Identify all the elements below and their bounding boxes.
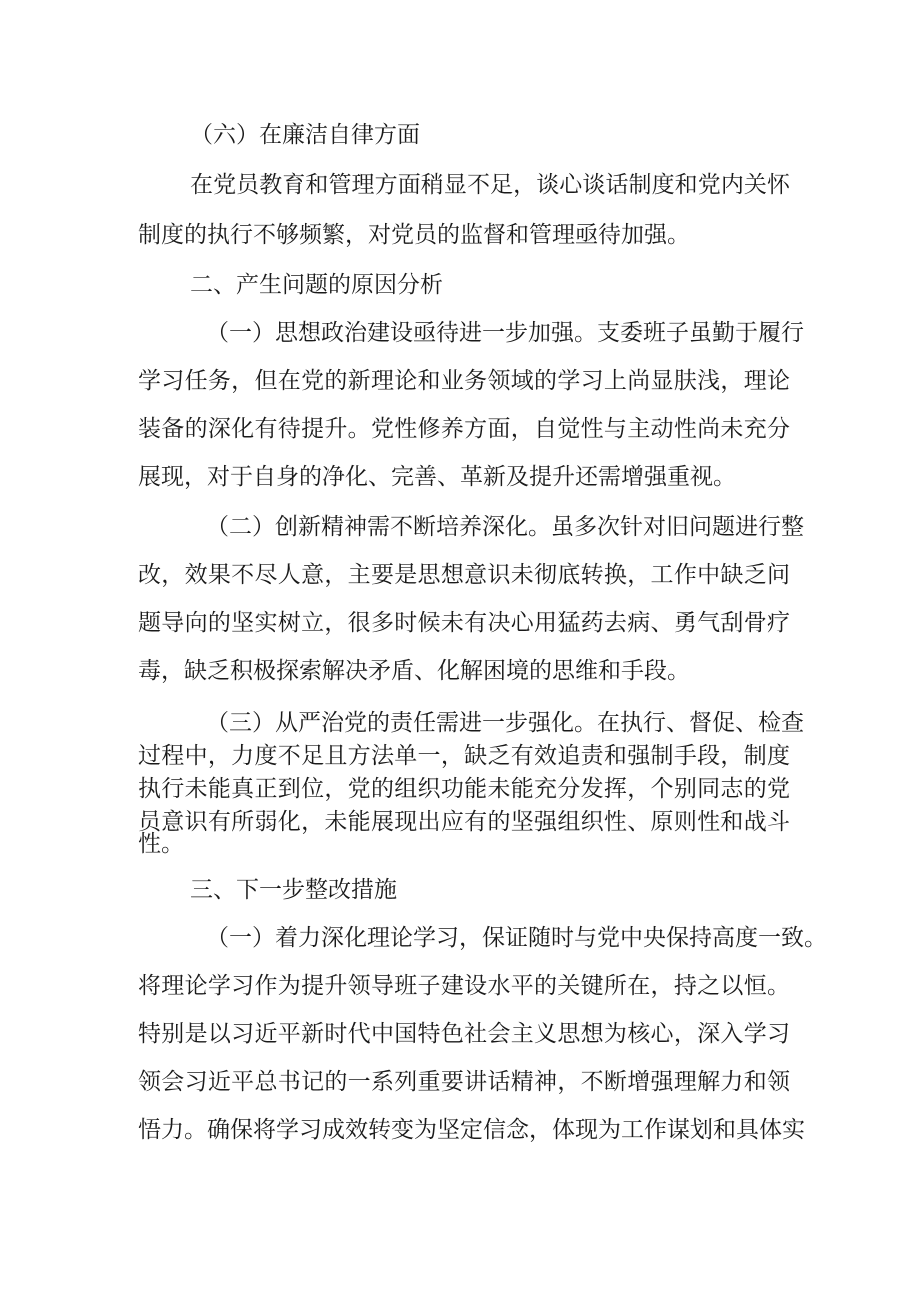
paragraph-line: 员意识有所弱化，未能展现出应有的坚强组织性、原则性和战斗 <box>138 809 790 835</box>
paragraph-line: 执行未能真正到位，党的组织功能未能充分发挥，个别同志的党 <box>138 776 790 802</box>
part-heading: 三、下一步整改措施 <box>190 877 397 903</box>
paragraph-line: 将理论学习作为提升领导班子建设水平的关键所在，持之以恒。 <box>138 973 790 999</box>
paragraph-line: 悟力。确保将学习成效转变为坚定信念，体现为工作谋划和具体实 <box>138 1117 805 1143</box>
paragraph-line: 领会习近平总书记的一系列重要讲话精神，不断增强理解力和领 <box>138 1069 790 1095</box>
paragraph-line: 制度的执行不够频繁，对党员的监督和管理亟待加强。 <box>138 222 690 248</box>
paragraph-line: （一）着力深化理论学习，保证随时与党中央保持高度一致。 <box>206 925 827 951</box>
paragraph-line: 题导向的坚实树立，很多时候未有决心用猛药去病、勇气刮骨疗 <box>138 610 790 636</box>
paragraph-line: （一）思想政治建设亟待进一步加强。支委班子虽勤于履行 <box>206 320 804 346</box>
paragraph-line: 改，效果不尽人意，主要是思想意识未彻底转换，工作中缺乏问 <box>138 562 790 588</box>
paragraph-line: 装备的深化有待提升。党性修养方面，自觉性与主动性尚未充分 <box>138 416 790 442</box>
paragraph-line: 学习任务，但在党的新理论和业务领域的学习上尚显肤浅，理论 <box>138 368 790 394</box>
part-heading: 二、产生问题的原因分析 <box>190 272 443 298</box>
paragraph-line: 在党员教育和管理方面稍显不足，谈心谈话制度和党内关怀 <box>190 172 790 198</box>
paragraph-line: 性。 <box>138 831 184 857</box>
paragraph-line: 展现，对于自身的净化、完善、革新及提升还需增强重视。 <box>138 464 736 490</box>
paragraph-line: 特别是以习近平新时代中国特色社会主义思想为核心，深入学习 <box>138 1021 790 1047</box>
paragraph-line: （三）从严治党的责任需进一步强化。在执行、督促、检查 <box>206 710 804 736</box>
paragraph-line: 过程中，力度不足且方法单一，缺乏有效追责和强制手段，制度 <box>138 743 790 769</box>
section-heading: （六）在廉洁自律方面 <box>190 122 420 148</box>
paragraph-line: （二）创新精神需不断培养深化。虽多次针对旧问题进行整 <box>206 514 804 540</box>
paragraph-line: 毒，缺乏积极探索解决矛盾、化解困境的思维和手段。 <box>138 658 690 684</box>
